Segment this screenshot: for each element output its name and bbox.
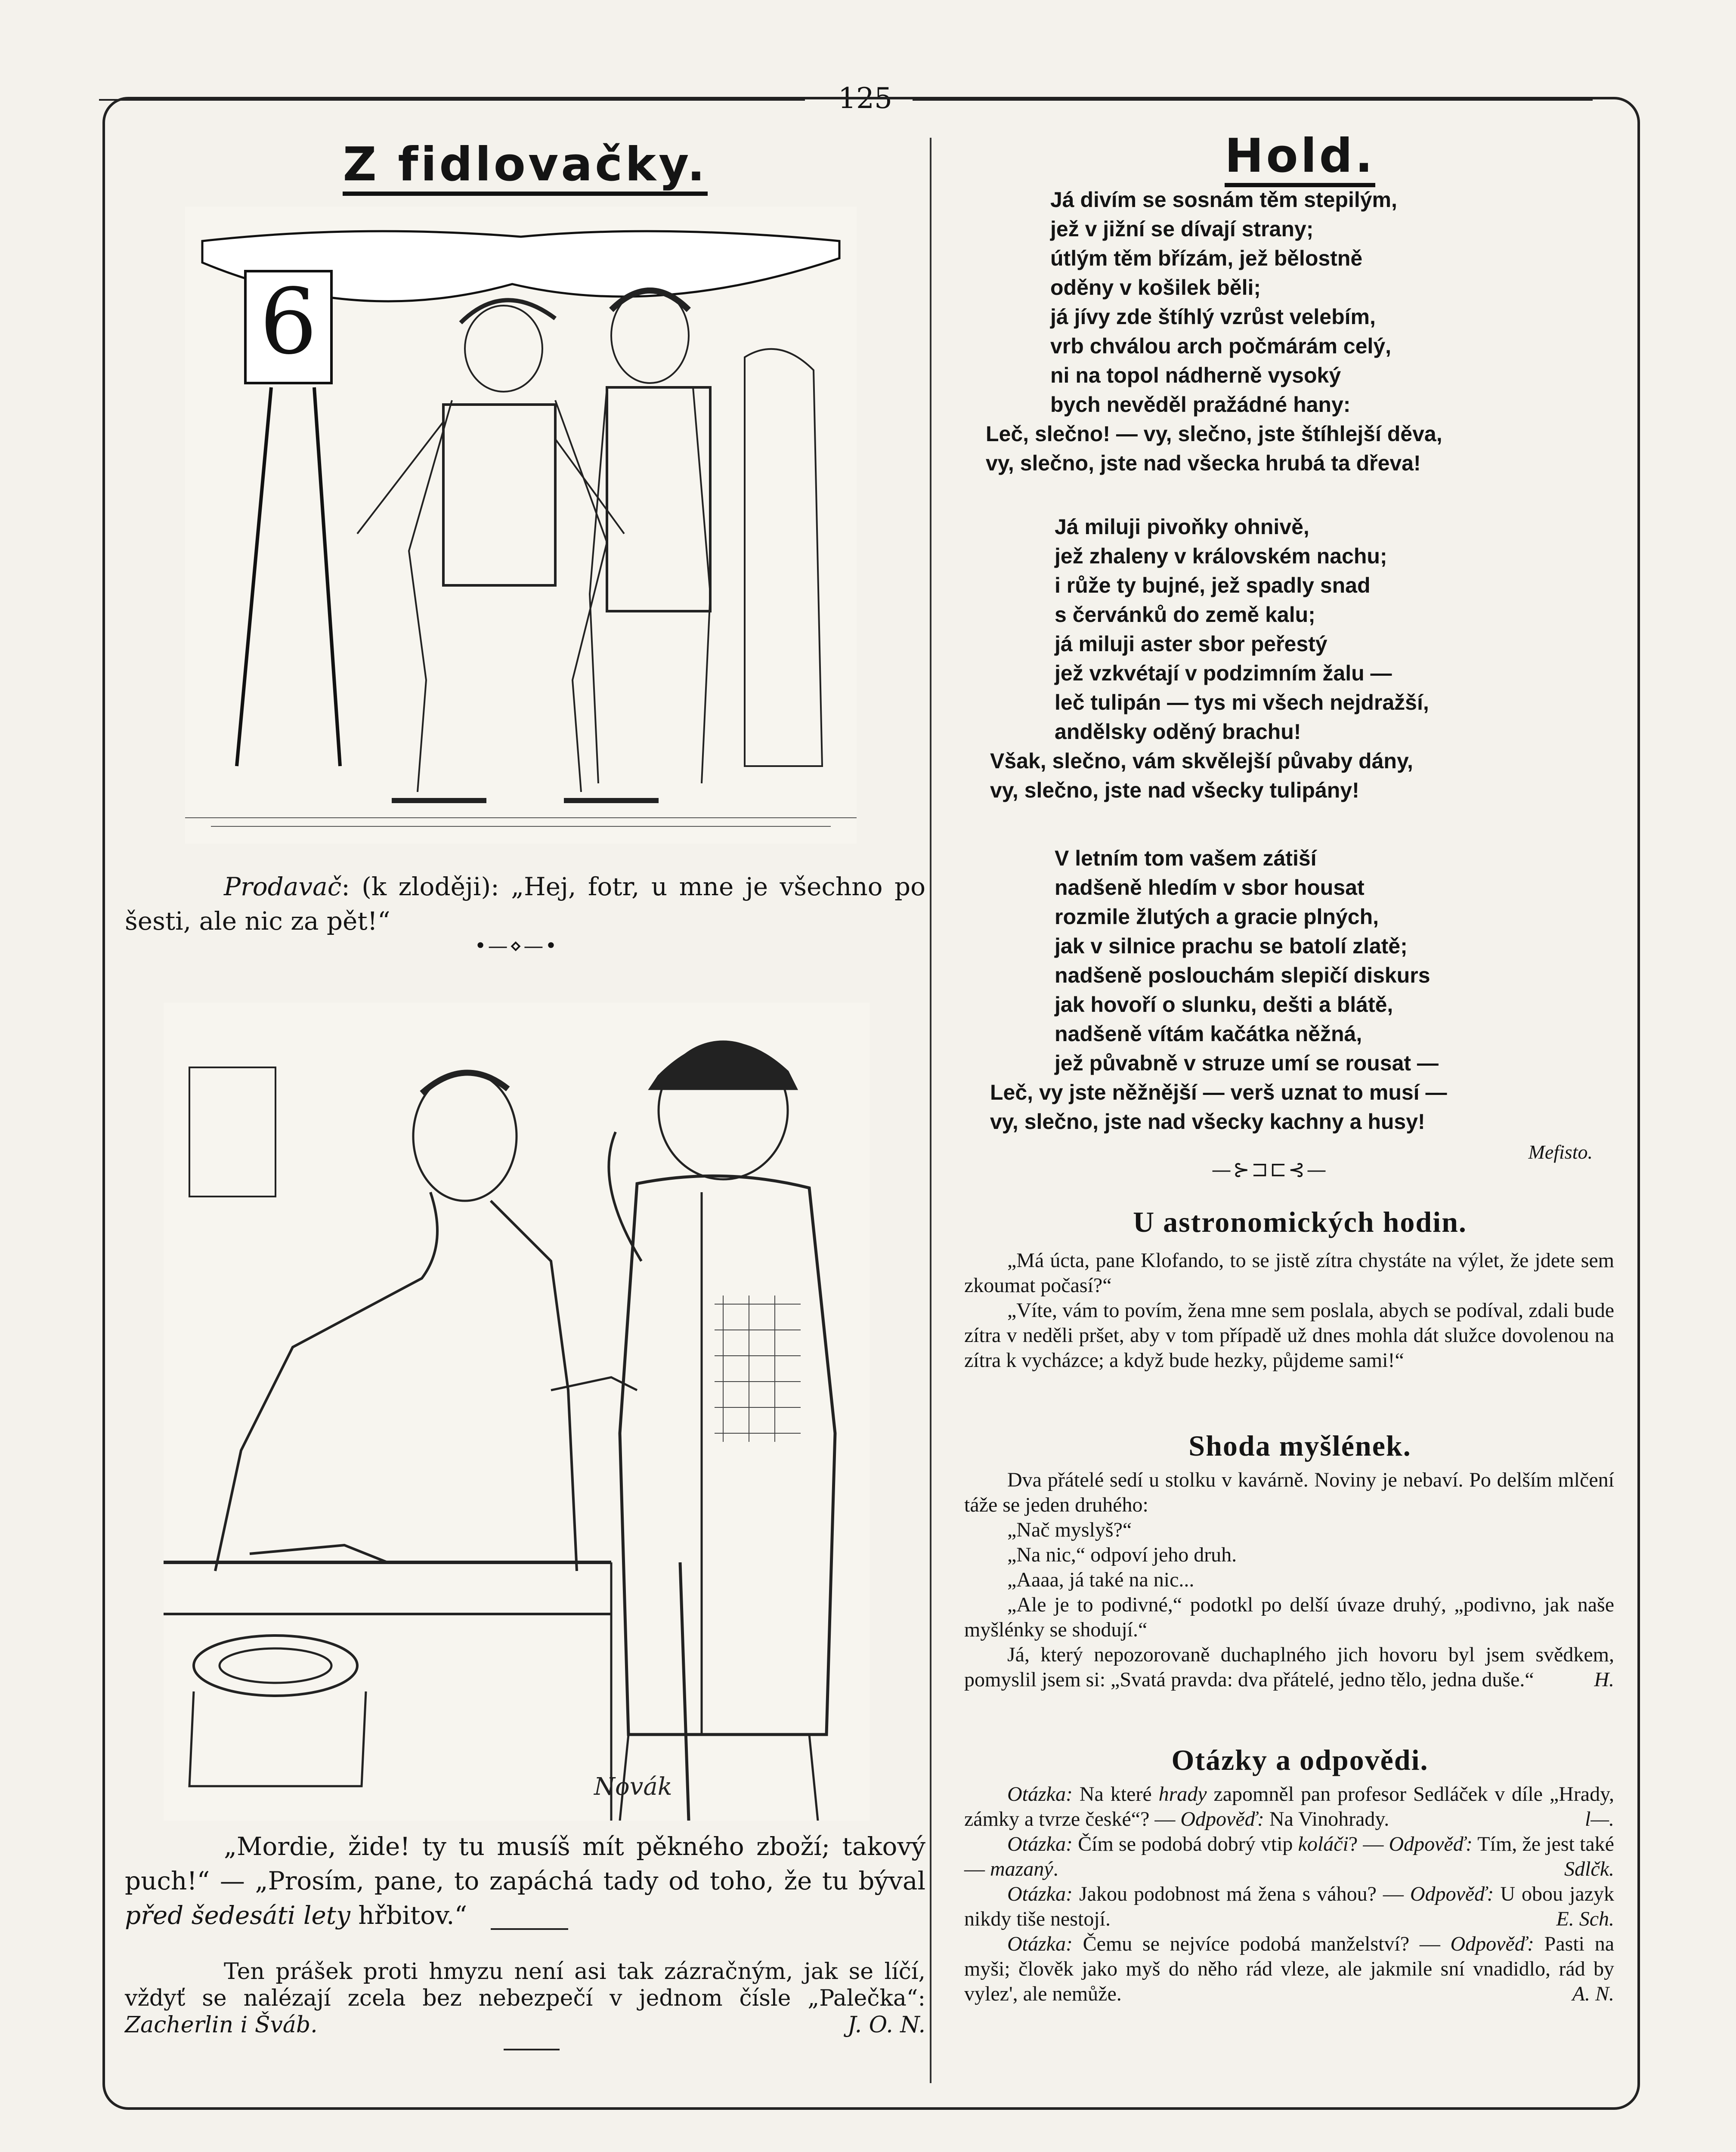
qa-signature: Sdlčk. xyxy=(1564,1858,1614,1880)
poem-stanza-3 xyxy=(990,844,1447,1136)
shoda-paragraph: Dva přátelé sedí u stolku v kavárně. Noviny je nebaví. Po delším mlčení táže se jeden druhého: xyxy=(964,1469,1614,1516)
question-text: zapomněl pan profesor Sedláček v díle „Hrady, zámky a tvrze české“? — xyxy=(964,1783,1614,1830)
shoda-paragraph: „Aaaa, já také na nic... xyxy=(1007,1568,1194,1591)
poem-line: útlým těm břízám, jež bělostně xyxy=(1050,246,1363,270)
shoda-signature: H. xyxy=(1594,1668,1614,1691)
shoda-title: Shoda myšlének. xyxy=(1188,1429,1411,1462)
poem-line: Já miluji pivoňky ohnivě, xyxy=(1055,515,1309,539)
qa-list xyxy=(964,1782,1614,2007)
answer-label: Odpověď: xyxy=(1389,1833,1473,1855)
insecticide-note xyxy=(125,1958,925,2038)
stall-sign-number: 6 xyxy=(260,269,317,374)
poem-line: nadšeně poslouchám slepičí diskurs xyxy=(1055,963,1430,987)
question-text: Čím se podobá dobrý vtip xyxy=(1072,1833,1298,1855)
cartoon-market-drawing xyxy=(185,207,857,844)
poem-line: jak v silnice prachu se batolí zlatě; xyxy=(1055,934,1408,958)
qa-title: Otázky a odpovědi. xyxy=(1171,1744,1429,1776)
poem-line: rozmile žlutých a gracie plných, xyxy=(1055,905,1379,929)
cartoon1-caption-text: : (k zloději): „Hej, fotr, u mne je všechno po šesti, ale nic za pět!“ xyxy=(125,872,925,936)
poem-line: jež v jižní se dívají strany; xyxy=(1050,217,1314,241)
cartoon1-caption xyxy=(125,869,925,938)
question-italic: koláči xyxy=(1298,1833,1349,1855)
astro-text xyxy=(964,1248,1614,1373)
answer-italic: mazaný xyxy=(990,1858,1053,1880)
qa-item xyxy=(964,1882,1614,1932)
poem-line: vy, slečno, jste nad všecka hrubá ta dřeva! xyxy=(986,451,1421,475)
shoda-paragraph-text: Já, který nepozorovaně duchaplného jich hovoru byl jsem svědkem, pomyslil jsem si: „Svatá pravda: dva přátelé, jedno tělo, jedna duše.“ xyxy=(964,1643,1614,1691)
poem-line: Však, slečno, vám skvělejší půvaby dány, xyxy=(990,749,1413,773)
poem-line: já jívy zde štíhlý vzrůst velebím, xyxy=(1050,305,1376,329)
poem-line: vy, slečno, jste nad všecky kachny a husy! xyxy=(990,1110,1425,1134)
answer-label: Odpověď: xyxy=(1410,1883,1494,1905)
qa-signature: E. Sch. xyxy=(1556,1908,1614,1930)
qa-signature: A. N. xyxy=(1572,1982,1614,2005)
cartoon-shop-drawing xyxy=(164,1003,870,1821)
qa-item xyxy=(964,1782,1614,1832)
artist-signature: Novák xyxy=(594,1773,672,1801)
qa-item xyxy=(964,1932,1614,2007)
poem-line: jak hovoří o slunku, dešti a blátě, xyxy=(1055,993,1393,1017)
answer-label: Odpověď: xyxy=(1180,1808,1264,1830)
poem-line: leč tulipán — tys mi všech nejdražší, xyxy=(1055,690,1429,714)
question-label: Otázka: xyxy=(1007,1932,1073,1955)
poem-line: nadšeně vítám kačátka něžná, xyxy=(1055,1022,1362,1046)
poem-line: já miluji aster sbor peřestý xyxy=(1055,632,1328,656)
poem-line: nadšeně hledím v sbor housat xyxy=(1055,875,1365,900)
answer-label: Odpověď: xyxy=(1450,1932,1534,1955)
cartoon2-caption-part1: „Mordie, žide! ty tu musíš mít pěkného zboží; takový puch!“ — „Prosím, pane, to zapáchá tady od toho, že tu býval xyxy=(125,1832,925,1895)
shoda-paragraph: „Nač myslyš?“ xyxy=(1007,1518,1132,1541)
note-italic: Zacherlin i Šváb. xyxy=(125,2012,318,2038)
astro-paragraph: „Má úcta, pane Klofando, to se jistě zítra chystáte na výlet, že jdete sem zkoumat počasí?“ xyxy=(964,1249,1614,1297)
note-signature: J. O. N. xyxy=(847,2012,925,2038)
question-label: Otázka: xyxy=(1007,1833,1073,1855)
cartoon2-caption xyxy=(125,1829,925,1932)
shoda-paragraph: „Na nic,“ odpoví jeho druh. xyxy=(1007,1543,1237,1566)
note-text: Ten prášek proti hmyzu není asi tak zázračným, jak se líčí, vždyť se nalézají zcela bez nebezpečí v jednom čísle „Palečka“: xyxy=(125,1959,925,2011)
left-end-rule xyxy=(504,2049,560,2050)
question-label: Otázka: xyxy=(1007,1783,1073,1806)
poem-line: ni na topol nádherně vysoký xyxy=(1050,363,1341,387)
poem-line: i růže ty bujné, jež spadly snad xyxy=(1055,573,1371,597)
question-text: Jakou podobnost má žena s váhou? — xyxy=(1072,1883,1410,1905)
poem-line: vy, slečno, jste nad všecky tulipány! xyxy=(990,778,1359,802)
astro-paragraph: „Víte, vám to povím, žena mne sem poslala, abych se podíval, zdali bude zítra v neděli pršet, aby v tom případě už dnes mohla dát služce dovolenou na zítra k vycházce; a když bude hezky, půjdeme sami!“ xyxy=(964,1299,1614,1372)
answer-text: U obou jazyk nikdy tiše nestojí. xyxy=(964,1883,1615,1930)
page-number: 125 xyxy=(838,82,892,115)
poem-stanza-1 xyxy=(986,185,1442,478)
answer-text: Tím, že jest také — xyxy=(964,1833,1614,1880)
qa-item xyxy=(964,1832,1614,1882)
speaker-label: Prodavač xyxy=(224,872,342,901)
cartoon1-ornament: •—⋄—• xyxy=(474,934,559,957)
cartoon2-caption-part2: hřbitov.“ xyxy=(350,1901,467,1930)
left-title xyxy=(125,138,925,192)
poem-line: jež vzkvétají v podzimním žalu — xyxy=(1055,661,1392,685)
poem-line: oděny v košilek běli; xyxy=(1050,275,1261,300)
left-title-text: Z fidlovačky. xyxy=(343,138,707,196)
question-text: ? — xyxy=(1348,1833,1389,1855)
poem-line: jež zhaleny v královském nachu; xyxy=(1055,544,1387,568)
column-divider xyxy=(930,138,931,2083)
cartoon-shop-counter xyxy=(164,1003,870,1821)
answer-text: Na Vinohrady. xyxy=(1264,1808,1389,1830)
shoda-text xyxy=(964,1468,1614,1692)
poem-line: Leč, vy jste něžnější — verš uznat to musí — xyxy=(990,1080,1447,1104)
left-divider-rule xyxy=(491,1928,568,1930)
poem-stanza-2 xyxy=(990,512,1429,805)
question-text: Čemu se nejvíce podobá manželství? — xyxy=(1072,1932,1451,1955)
poem-line: bych nevěděl pražádné hany: xyxy=(1050,393,1351,417)
question-label: Otázka: xyxy=(1007,1883,1073,1905)
poem-title xyxy=(977,129,1623,183)
poem-ornament: —⊱⊐⊏⊰— xyxy=(1211,1158,1328,1181)
shoda-paragraph: „Ale je to podivné,“ podotkl po delší úvaze druhý, „podivno, jak naše myšlénky se shodují.“ xyxy=(964,1593,1614,1641)
poem-line: s červánků do země kalu; xyxy=(1055,603,1315,627)
answer-text: Pasti na myši; člověk jako myš do něho rád vleze, ale jakmile sní vnadidlo, rád by vylez', ale nemůže. xyxy=(964,1932,1615,2005)
shoda-paragraph xyxy=(964,1642,1614,1692)
qa-signature: l—. xyxy=(1584,1808,1614,1830)
poem-line: andělsky oděný brachu! xyxy=(1055,720,1301,744)
poem-line: vrb chválou arch počmárám celý, xyxy=(1050,334,1392,358)
question-text: Na které xyxy=(1072,1783,1159,1806)
poem-signature: Mefisto. xyxy=(1528,1141,1593,1163)
poem-title-text: Hold. xyxy=(1225,129,1375,187)
poem-line: jež půvabně v struze umí se rousat — xyxy=(1055,1051,1439,1075)
poem-line: Leč, slečno! — vy, slečno, jste štíhlejší děva, xyxy=(986,422,1442,446)
cartoon-market-thief xyxy=(185,207,857,844)
astro-title: U astronomických hodin. xyxy=(1133,1206,1467,1238)
answer-text: . xyxy=(1053,1858,1058,1880)
question-italic: hrady xyxy=(1158,1783,1207,1806)
poem-line: Já divím se sosnám těm stepilým, xyxy=(1050,188,1397,212)
poem-line: V letním tom vašem zátiší xyxy=(1055,846,1317,870)
cartoon2-caption-italic: před šedesáti lety xyxy=(125,1901,350,1930)
